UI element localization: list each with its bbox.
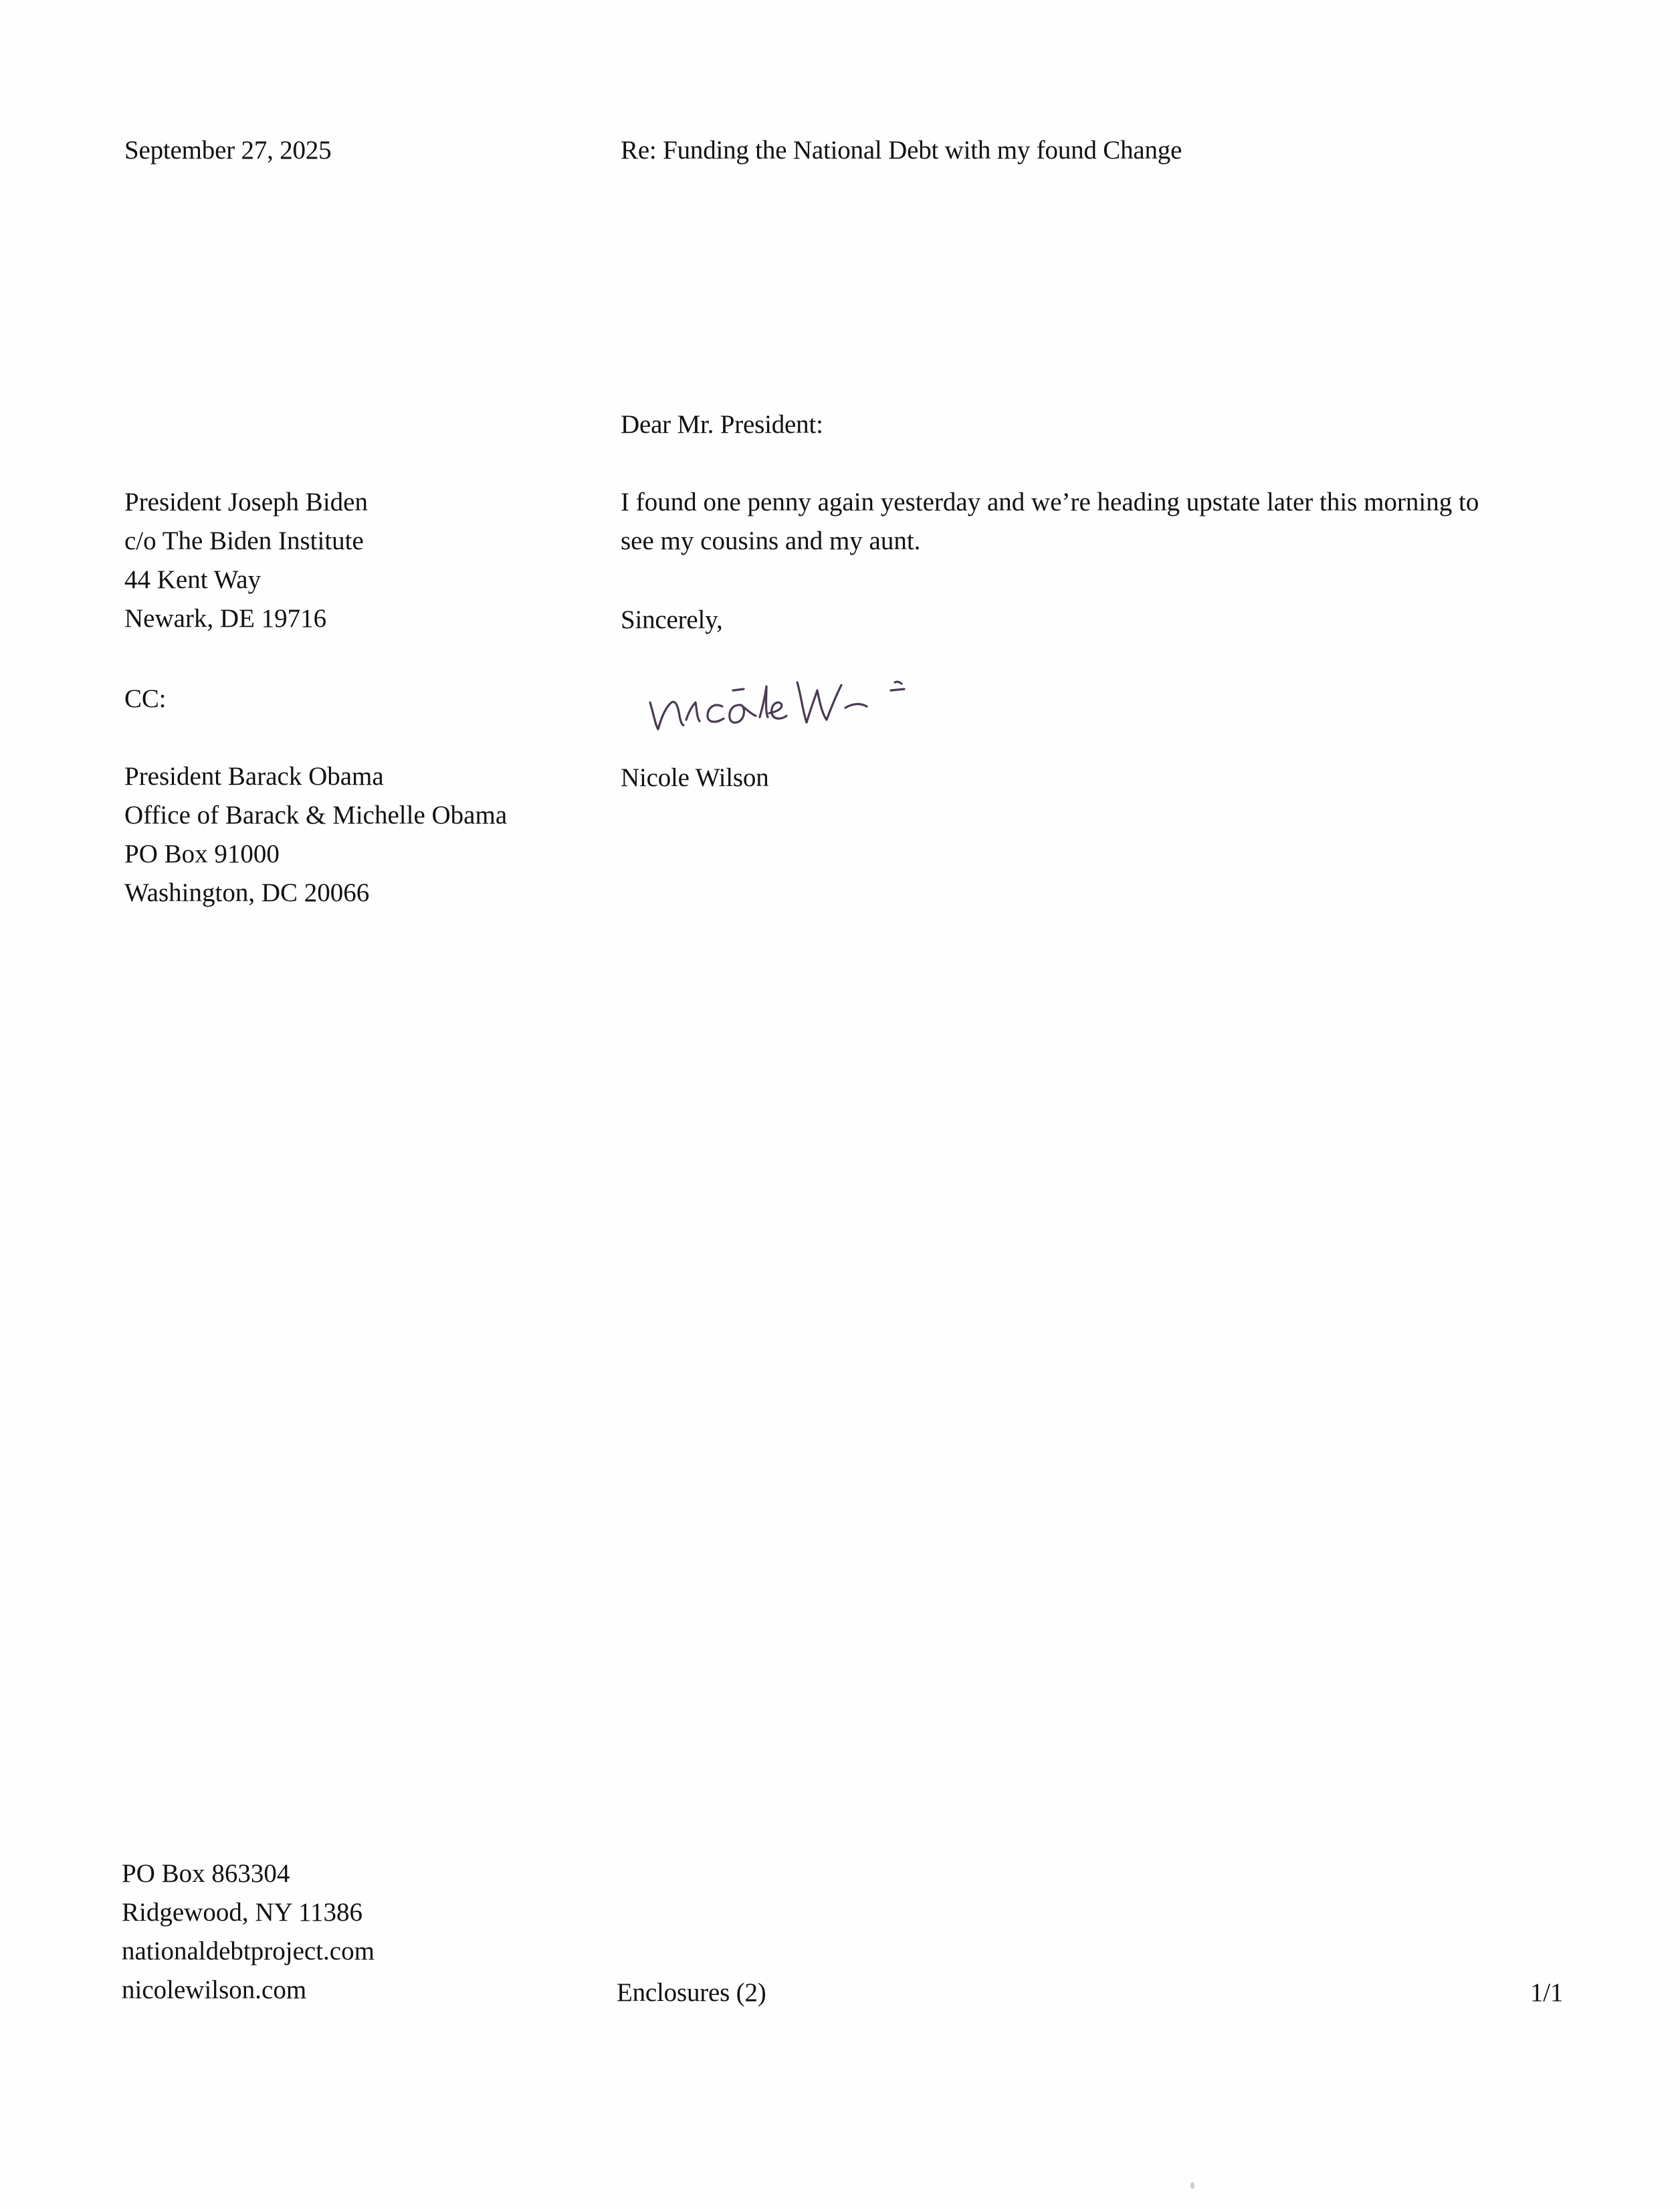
page-number: 1/1 — [1530, 1978, 1564, 2007]
scan-speck — [1190, 2182, 1194, 2189]
body-line: see my cousins and my aunt. — [621, 526, 921, 555]
footer-line: Ridgewood, NY 11386 — [122, 1898, 363, 1927]
recipient-address — [124, 483, 368, 638]
footer-line: nationaldebtproject.com — [122, 1937, 375, 1965]
cc-label: CC: — [124, 684, 167, 713]
cc-line: Office of Barack & Michelle Obama — [124, 801, 508, 830]
body-line: I found one penny again yesterday and we’re heading upstate later this morning to — [621, 488, 1479, 516]
recipient-line: President Joseph Biden — [124, 488, 368, 516]
cc-line: President Barack Obama — [124, 762, 384, 791]
cc-line: PO Box 91000 — [124, 840, 280, 868]
cc-line: Washington, DC 20066 — [124, 878, 370, 907]
letter-date: September 27, 2025 — [124, 136, 332, 165]
cc-address — [124, 757, 507, 913]
salutation: Dear Mr. President: — [621, 410, 823, 439]
signer-name: Nicole Wilson — [621, 763, 769, 792]
enclosures-note: Enclosures (2) — [617, 1978, 766, 2007]
letter-subject: Re: Funding the National Debt with my found Change — [621, 136, 1182, 165]
recipient-line: 44 Kent Way — [124, 565, 261, 594]
footer-line: PO Box 863304 — [122, 1859, 290, 1888]
footer-address — [122, 1854, 375, 2010]
recipient-line: Newark, DE 19716 — [124, 604, 327, 633]
letter-body — [621, 483, 1557, 561]
recipient-line: c/o The Biden Institute — [124, 526, 364, 555]
handwritten-signature — [642, 656, 963, 743]
closing: Sincerely, — [621, 605, 723, 634]
footer-line: nicolewilson.com — [122, 1976, 307, 2004]
